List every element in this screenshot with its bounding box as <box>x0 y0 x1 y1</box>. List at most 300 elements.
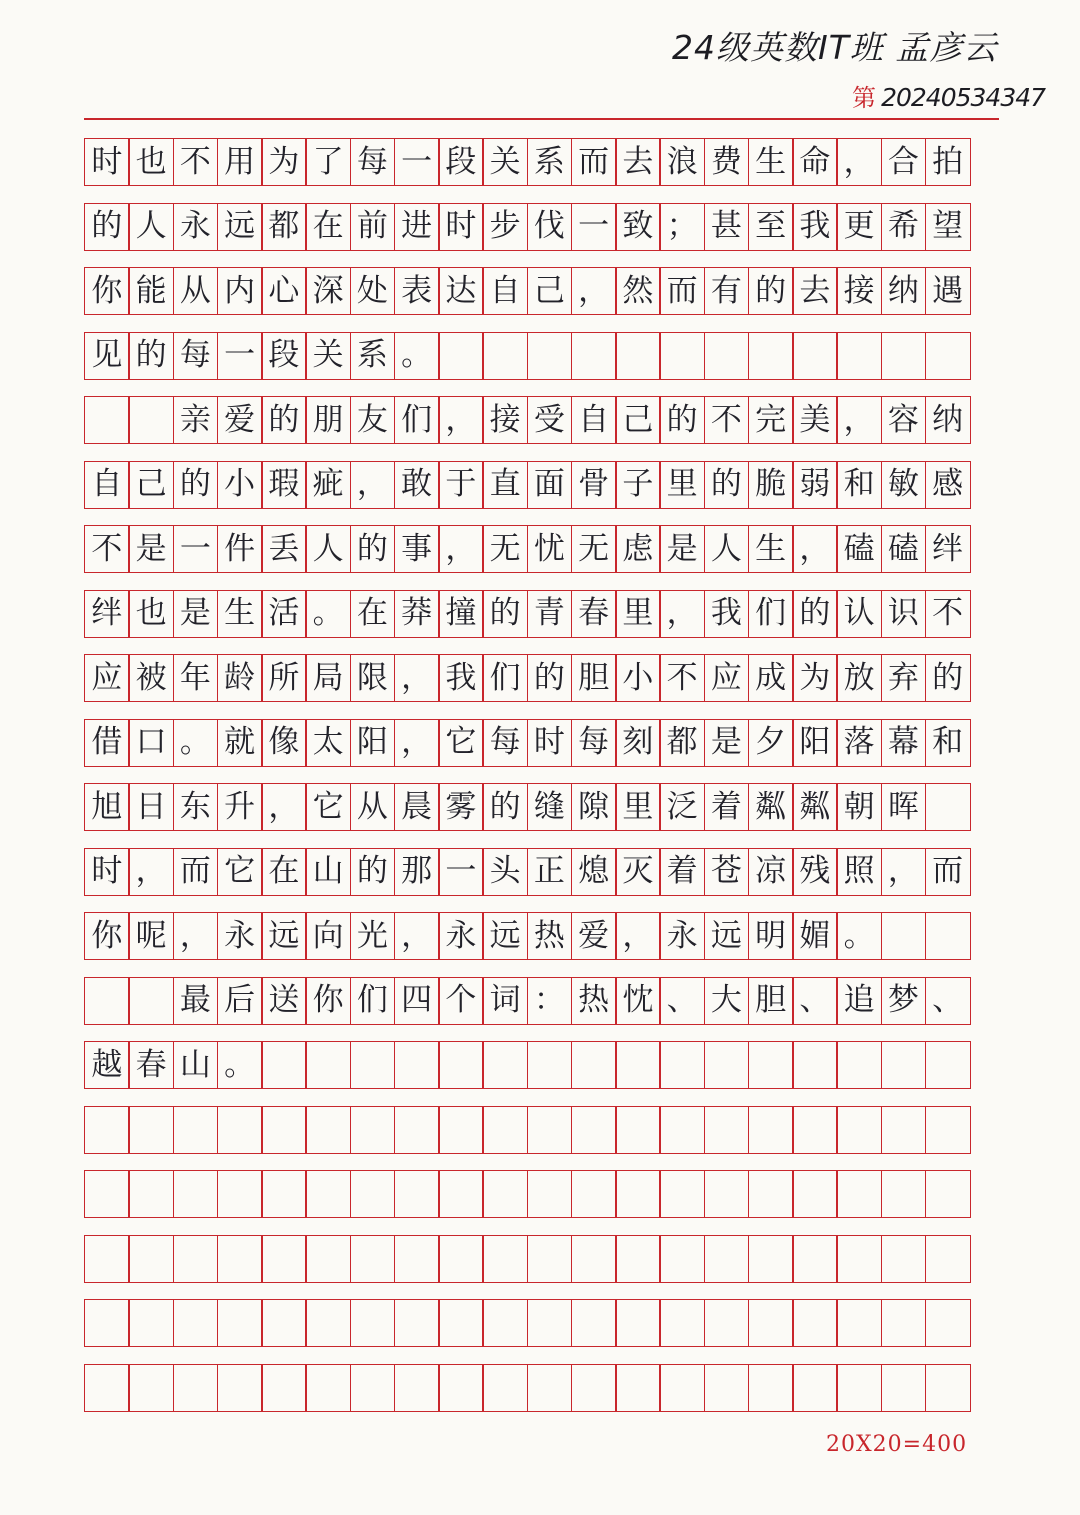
grid-cell: 春 <box>571 590 617 638</box>
grid-cell: 你 <box>305 977 351 1025</box>
grid-cell: 梦 <box>881 977 927 1025</box>
grid-cell <box>128 1364 174 1412</box>
grid-row <box>84 525 999 573</box>
grid-cell: 了 <box>305 138 351 186</box>
grid-cell: 最 <box>173 977 219 1025</box>
grid-cell: ； <box>659 203 705 251</box>
grid-cell: 表 <box>394 267 440 315</box>
grid-cell <box>438 1106 484 1154</box>
grid-cell <box>305 1299 351 1347</box>
grid-cell: 受 <box>527 396 573 444</box>
grid-row <box>84 138 999 186</box>
grid-cell: 们 <box>748 590 794 638</box>
grid-cell: 刻 <box>615 719 661 767</box>
grid-row <box>84 590 999 638</box>
grid-cell <box>792 1106 838 1154</box>
grid-cell <box>482 1235 528 1283</box>
grid-cell: 的 <box>84 203 130 251</box>
grid-cell: 远 <box>261 912 307 960</box>
grid-cell: 灭 <box>615 848 661 896</box>
grid-cell: 面 <box>527 461 573 509</box>
grid-cell: 永 <box>217 912 263 960</box>
grid-row <box>84 1364 999 1412</box>
grid-cell: 致 <box>615 203 661 251</box>
grid-cell <box>527 1170 573 1218</box>
grid-cell: 自 <box>571 396 617 444</box>
grid-cell: 一 <box>217 332 263 380</box>
grid-cell: 不 <box>925 590 971 638</box>
grid-cell <box>792 1364 838 1412</box>
grid-cell <box>925 1170 971 1218</box>
grid-cell: 也 <box>128 138 174 186</box>
grid-cell: 美 <box>792 396 838 444</box>
grid-cell <box>704 1299 750 1347</box>
grid-cell <box>527 1364 573 1412</box>
grid-cell <box>261 1299 307 1347</box>
grid-cell: 永 <box>173 203 219 251</box>
grid-cell: 升 <box>217 783 263 831</box>
grid-cell: 。 <box>173 719 219 767</box>
grid-cell: 有 <box>704 267 750 315</box>
grid-cell: 亲 <box>173 396 219 444</box>
grid-cell <box>881 1364 927 1412</box>
grid-cell: 你 <box>84 267 130 315</box>
student-class-name-note: 24级英数IT班 孟彦云 <box>672 28 998 67</box>
grid-cell: 为 <box>261 138 307 186</box>
grid-cell: 生 <box>748 138 794 186</box>
grid-cell: 爱 <box>571 912 617 960</box>
grid-cell <box>925 1299 971 1347</box>
grid-cell: 东 <box>173 783 219 831</box>
grid-cell: ， <box>571 267 617 315</box>
grid-cell <box>659 1299 705 1347</box>
grid-cell <box>925 1364 971 1412</box>
grid-cell: 步 <box>482 203 528 251</box>
grid-cell: 都 <box>659 719 705 767</box>
grid-cell: 夕 <box>748 719 794 767</box>
grid-row <box>84 1170 999 1218</box>
grid-cell <box>305 1235 351 1283</box>
grid-cell: 一 <box>173 525 219 573</box>
grid-cell: 像 <box>261 719 307 767</box>
grid-cell: 不 <box>704 396 750 444</box>
grid-cell: 粼 <box>792 783 838 831</box>
grid-cell: 生 <box>748 525 794 573</box>
grid-cell: 远 <box>704 912 750 960</box>
grid-cell: 人 <box>128 203 174 251</box>
grid-cell: 莽 <box>394 590 440 638</box>
grid-cell: 弱 <box>792 461 838 509</box>
grid-cell: 纳 <box>925 396 971 444</box>
grid-row <box>84 783 999 831</box>
grid-cell: 头 <box>482 848 528 896</box>
grid-cell: 见 <box>84 332 130 380</box>
grid-cell: 而 <box>659 267 705 315</box>
grid-cell: 弃 <box>881 654 927 702</box>
grid-cell <box>527 1041 573 1089</box>
grid-cell: 太 <box>305 719 351 767</box>
page-number-value: 20240534347 <box>881 83 1046 112</box>
grid-cell <box>527 332 573 380</box>
grid-cell <box>84 1364 130 1412</box>
grid-cell: 后 <box>217 977 263 1025</box>
grid-cell <box>925 783 971 831</box>
grid-cell <box>84 977 130 1025</box>
grid-cell: 关 <box>305 332 351 380</box>
grid-cell <box>615 1170 661 1218</box>
grid-cell <box>482 1041 528 1089</box>
grid-cell: 爱 <box>217 396 263 444</box>
grid-cell: 敢 <box>394 461 440 509</box>
grid-cell: 里 <box>615 590 661 638</box>
grid-cell <box>128 1170 174 1218</box>
grid-cell: 费 <box>704 138 750 186</box>
grid-cell: 用 <box>217 138 263 186</box>
grid-cell: 脆 <box>748 461 794 509</box>
grid-cell: 人 <box>305 525 351 573</box>
grid-cell <box>571 332 617 380</box>
grid-cell <box>482 332 528 380</box>
grid-cell <box>438 332 484 380</box>
grid-cell: 不 <box>659 654 705 702</box>
grid-cell: 照 <box>836 848 882 896</box>
grid-cell: 敏 <box>881 461 927 509</box>
grid-cell <box>881 912 927 960</box>
grid-cell: 里 <box>615 783 661 831</box>
grid-cell: 局 <box>305 654 351 702</box>
top-rule-line <box>84 118 999 120</box>
grid-cell <box>84 1235 130 1283</box>
grid-cell <box>659 1170 705 1218</box>
grid-cell <box>350 1106 396 1154</box>
grid-cell: 我 <box>704 590 750 638</box>
grid-cell <box>836 1364 882 1412</box>
grid-cell: ， <box>394 719 440 767</box>
grid-cell: 拍 <box>925 138 971 186</box>
grid-cell: 应 <box>84 654 130 702</box>
grid-cell: 永 <box>659 912 705 960</box>
grid-cell: 然 <box>615 267 661 315</box>
grid-cell: 时 <box>84 138 130 186</box>
grid-cell <box>305 1106 351 1154</box>
grid-cell: 我 <box>438 654 484 702</box>
grid-row <box>84 332 999 380</box>
grid-cell: 远 <box>482 912 528 960</box>
grid-cell <box>704 1041 750 1089</box>
grid-cell: 疵 <box>305 461 351 509</box>
grid-cell: 小 <box>615 654 661 702</box>
grid-size-label: 20X20=400 <box>826 1432 968 1457</box>
grid-cell: 我 <box>792 203 838 251</box>
grid-cell <box>394 1041 440 1089</box>
grid-row <box>84 396 999 444</box>
grid-cell <box>925 912 971 960</box>
grid-cell: 。 <box>305 590 351 638</box>
grid-cell: 四 <box>394 977 440 1025</box>
grid-cell <box>84 1299 130 1347</box>
grid-cell <box>792 1235 838 1283</box>
grid-cell: 、 <box>925 977 971 1025</box>
grid-cell <box>836 1299 882 1347</box>
grid-cell <box>836 1235 882 1283</box>
grid-cell: ， <box>438 396 484 444</box>
grid-cell: 接 <box>482 396 528 444</box>
grid-cell <box>792 1041 838 1089</box>
grid-cell: 成 <box>748 654 794 702</box>
grid-cell <box>748 1364 794 1412</box>
grid-cell: 磕 <box>836 525 882 573</box>
grid-cell <box>748 332 794 380</box>
grid-cell: 着 <box>704 783 750 831</box>
grid-cell: 磕 <box>881 525 927 573</box>
grid-cell: ， <box>438 525 484 573</box>
grid-cell: ， <box>173 912 219 960</box>
grid-cell: ， <box>128 848 174 896</box>
grid-cell: 隙 <box>571 783 617 831</box>
grid-cell: 自 <box>482 267 528 315</box>
grid-cell: 热 <box>571 977 617 1025</box>
grid-cell: 胆 <box>571 654 617 702</box>
grid-cell: 己 <box>128 461 174 509</box>
grid-cell <box>350 1041 396 1089</box>
grid-cell <box>217 1364 263 1412</box>
grid-cell <box>615 1299 661 1347</box>
grid-cell <box>659 1235 705 1283</box>
grid-cell: 光 <box>350 912 396 960</box>
grid-cell <box>128 1235 174 1283</box>
grid-cell: 是 <box>704 719 750 767</box>
grid-cell: 它 <box>438 719 484 767</box>
grid-cell: 内 <box>217 267 263 315</box>
grid-cell: 雾 <box>438 783 484 831</box>
grid-cell: 一 <box>571 203 617 251</box>
grid-cell <box>438 1041 484 1089</box>
grid-cell <box>305 1041 351 1089</box>
grid-cell: ， <box>881 848 927 896</box>
grid-cell: 它 <box>217 848 263 896</box>
grid-cell <box>394 1299 440 1347</box>
grid-cell <box>128 977 174 1025</box>
grid-cell <box>704 1364 750 1412</box>
grid-cell: 在 <box>350 590 396 638</box>
grid-cell: 泛 <box>659 783 705 831</box>
grid-cell <box>615 332 661 380</box>
grid-cell <box>571 1106 617 1154</box>
grid-cell: 撞 <box>438 590 484 638</box>
grid-cell: 而 <box>925 848 971 896</box>
grid-row <box>84 654 999 702</box>
grid-cell <box>84 1106 130 1154</box>
grid-cell <box>925 332 971 380</box>
grid-cell: 合 <box>881 138 927 186</box>
grid-cell <box>748 1235 794 1283</box>
grid-cell <box>571 1364 617 1412</box>
grid-cell <box>748 1299 794 1347</box>
grid-row <box>84 912 999 960</box>
grid-cell: 小 <box>217 461 263 509</box>
grid-cell <box>173 1364 219 1412</box>
grid-cell: 人 <box>704 525 750 573</box>
grid-cell: 山 <box>173 1041 219 1089</box>
grid-cell: 的 <box>261 396 307 444</box>
grid-cell <box>350 1170 396 1218</box>
grid-cell: 追 <box>836 977 882 1025</box>
grid-cell: 们 <box>482 654 528 702</box>
grid-cell: 送 <box>261 977 307 1025</box>
grid-cell <box>615 1235 661 1283</box>
grid-cell: 的 <box>482 783 528 831</box>
grid-cell: 每 <box>482 719 528 767</box>
grid-cell <box>792 332 838 380</box>
grid-cell: 大 <box>704 977 750 1025</box>
grid-cell: 虑 <box>615 525 661 573</box>
grid-cell: 命 <box>792 138 838 186</box>
grid-cell: 阳 <box>792 719 838 767</box>
grid-row <box>84 719 999 767</box>
grid-cell <box>394 1106 440 1154</box>
grid-cell: 晖 <box>881 783 927 831</box>
grid-cell: 明 <box>748 912 794 960</box>
grid-cell: 每 <box>571 719 617 767</box>
grid-cell: 接 <box>836 267 882 315</box>
grid-cell: 远 <box>217 203 263 251</box>
grid-cell: ： <box>527 977 573 1025</box>
grid-cell: 更 <box>836 203 882 251</box>
grid-cell: 希 <box>881 203 927 251</box>
grid-cell: 一 <box>394 138 440 186</box>
grid-cell <box>748 1170 794 1218</box>
grid-cell: 件 <box>217 525 263 573</box>
grid-cell: 个 <box>438 977 484 1025</box>
grid-cell: 。 <box>217 1041 263 1089</box>
grid-cell: 伐 <box>527 203 573 251</box>
grid-cell <box>128 1106 174 1154</box>
grid-row <box>84 203 999 251</box>
grid-cell: 于 <box>438 461 484 509</box>
grid-cell: ， <box>836 396 882 444</box>
grid-cell: 所 <box>261 654 307 702</box>
grid-cell: 残 <box>792 848 838 896</box>
grid-cell: 阳 <box>350 719 396 767</box>
grid-cell <box>659 1364 705 1412</box>
grid-cell: 青 <box>527 590 573 638</box>
grid-cell <box>659 1106 705 1154</box>
grid-cell: 纳 <box>881 267 927 315</box>
grid-cell: 生 <box>217 590 263 638</box>
grid-cell: 缝 <box>527 783 573 831</box>
grid-cell: 的 <box>748 267 794 315</box>
grid-cell <box>84 1170 130 1218</box>
grid-cell: 的 <box>659 396 705 444</box>
grid-cell: 的 <box>350 848 396 896</box>
grid-cell: 骨 <box>571 461 617 509</box>
grid-cell: 里 <box>659 461 705 509</box>
grid-cell <box>394 1364 440 1412</box>
grid-cell: 甚 <box>704 203 750 251</box>
grid-cell: 幕 <box>881 719 927 767</box>
grid-cell <box>881 1235 927 1283</box>
grid-cell: 段 <box>438 138 484 186</box>
grid-cell: 和 <box>925 719 971 767</box>
grid-cell: 而 <box>571 138 617 186</box>
grid-cell: 友 <box>350 396 396 444</box>
grid-cell <box>482 1364 528 1412</box>
grid-cell <box>438 1299 484 1347</box>
grid-cell <box>571 1170 617 1218</box>
grid-cell: 处 <box>350 267 396 315</box>
grid-cell: ， <box>615 912 661 960</box>
grid-cell: 从 <box>173 267 219 315</box>
grid-cell: 进 <box>394 203 440 251</box>
grid-cell: 。 <box>394 332 440 380</box>
grid-cell: 识 <box>881 590 927 638</box>
grid-cell: 在 <box>261 848 307 896</box>
grid-cell <box>261 1364 307 1412</box>
grid-row <box>84 267 999 315</box>
grid-cell: 无 <box>482 525 528 573</box>
grid-cell: 的 <box>350 525 396 573</box>
grid-cell: 朋 <box>305 396 351 444</box>
grid-cell: 正 <box>527 848 573 896</box>
grid-cell: 的 <box>925 654 971 702</box>
grid-cell <box>836 1170 882 1218</box>
grid-cell: 苍 <box>704 848 750 896</box>
grid-cell <box>305 1170 351 1218</box>
grid-cell: ， <box>394 654 440 702</box>
grid-cell: 的 <box>482 590 528 638</box>
grid-cell: 。 <box>836 912 882 960</box>
grid-cell: 词 <box>482 977 528 1025</box>
grid-cell <box>217 1170 263 1218</box>
grid-cell: 前 <box>350 203 396 251</box>
grid-cell <box>217 1106 263 1154</box>
grid-cell: 时 <box>527 719 573 767</box>
grid-cell: 借 <box>84 719 130 767</box>
grid-cell <box>350 1299 396 1347</box>
grid-cell: ， <box>350 461 396 509</box>
grid-cell: 系 <box>527 138 573 186</box>
grid-cell: 达 <box>438 267 484 315</box>
grid-cell <box>394 1170 440 1218</box>
grid-cell <box>527 1299 573 1347</box>
grid-row <box>84 461 999 509</box>
grid-cell: 而 <box>173 848 219 896</box>
grid-cell <box>482 1170 528 1218</box>
grid-cell: 不 <box>173 138 219 186</box>
grid-cell <box>704 1106 750 1154</box>
grid-cell: 落 <box>836 719 882 767</box>
grid-cell <box>261 1041 307 1089</box>
grid-cell: 放 <box>836 654 882 702</box>
grid-cell <box>615 1106 661 1154</box>
grid-cell <box>173 1106 219 1154</box>
grid-row <box>84 977 999 1025</box>
grid-cell <box>217 1235 263 1283</box>
grid-cell <box>527 1106 573 1154</box>
grid-cell: 熄 <box>571 848 617 896</box>
grid-cell <box>881 1299 927 1347</box>
grid-cell: 那 <box>394 848 440 896</box>
grid-cell: 每 <box>173 332 219 380</box>
grid-row <box>84 1235 999 1283</box>
grid-cell <box>836 1106 882 1154</box>
grid-cell: 为 <box>792 654 838 702</box>
grid-cell: 心 <box>261 267 307 315</box>
grid-cell: ， <box>659 590 705 638</box>
grid-cell: 龄 <box>217 654 263 702</box>
grid-cell: 你 <box>84 912 130 960</box>
grid-cell: 的 <box>128 332 174 380</box>
